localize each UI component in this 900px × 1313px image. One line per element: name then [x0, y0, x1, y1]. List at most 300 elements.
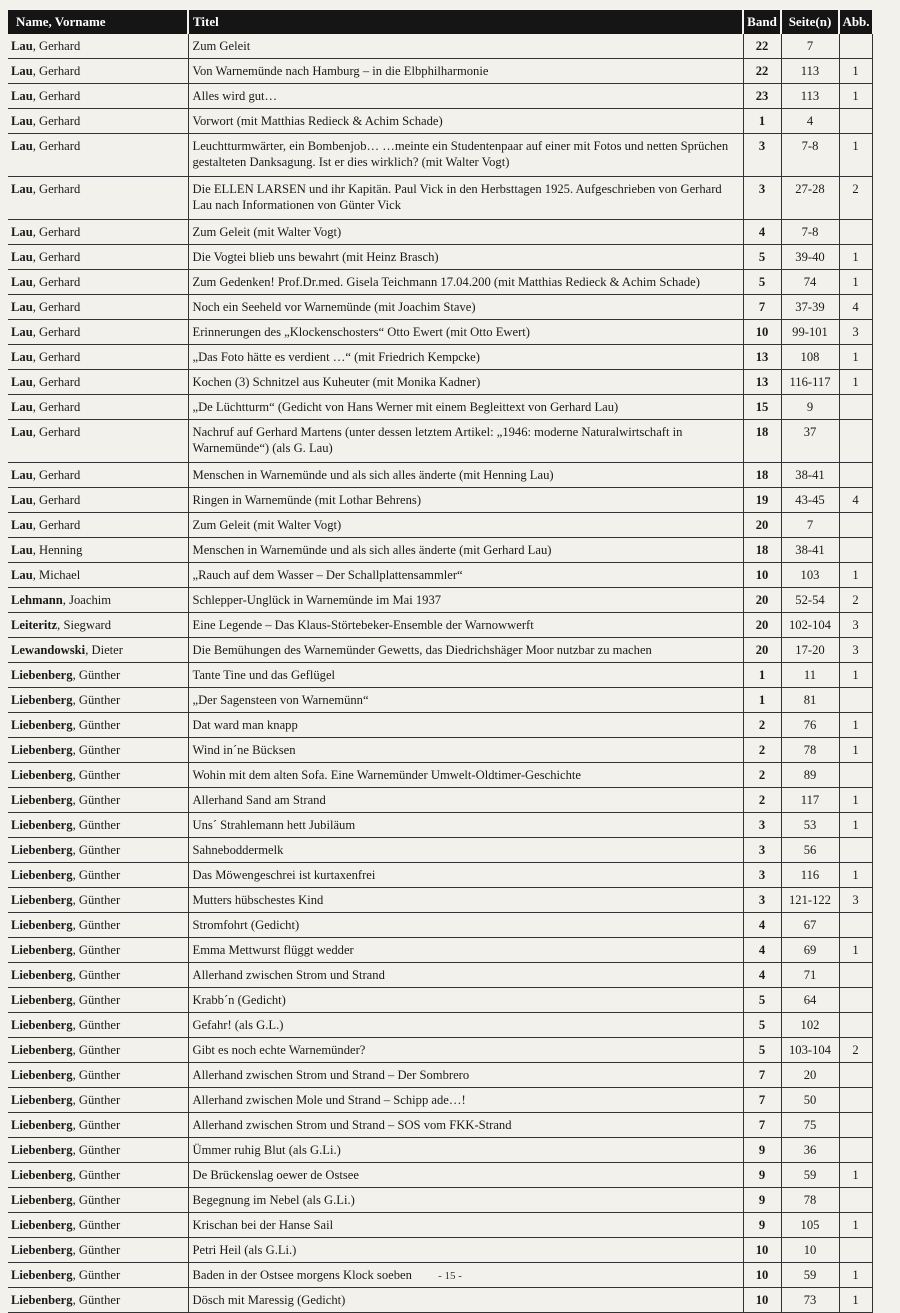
table-row	[8, 988, 872, 1013]
abb-cell	[839, 1013, 872, 1038]
title-cell: Mutters hübschestes Kind	[188, 888, 743, 913]
author-cell	[8, 320, 188, 345]
table-row	[8, 688, 872, 713]
table-row	[8, 1138, 872, 1163]
author-surname: Liebenberg	[11, 1143, 73, 1157]
author-cell	[8, 84, 188, 109]
column-header-title: Titel	[188, 10, 743, 34]
table-row	[8, 513, 872, 538]
table-row	[8, 1013, 872, 1038]
table-row	[8, 177, 872, 220]
title-cell: Die ELLEN LARSEN und ihr Kapitän. Paul Vick in den Herbsttagen 1925. Aufgeschrieben von Gerhard Lau nach Informationen von Günter Vick	[188, 177, 743, 220]
pages-cell: 7	[781, 34, 839, 59]
author-given-name: , Günther	[72, 868, 121, 882]
author-given-name: , Günther	[72, 793, 121, 807]
band-cell: 1	[743, 663, 781, 688]
author-index-table	[8, 10, 873, 1313]
author-given-name: , Günther	[72, 968, 121, 982]
author-surname: Liebenberg	[11, 843, 73, 857]
author-cell	[8, 863, 188, 888]
title-cell: Emma Mettwurst flüggt wedder	[188, 938, 743, 963]
author-given-name: , Günther	[72, 1043, 121, 1057]
author-cell	[8, 1288, 188, 1313]
title-cell: Erinnerungen des „Klockenschosters“ Otto Ewert (mit Otto Ewert)	[188, 320, 743, 345]
band-cell: 4	[743, 938, 781, 963]
abb-cell: 1	[839, 1288, 872, 1313]
table-row	[8, 863, 872, 888]
author-surname: Lau	[11, 300, 33, 314]
pages-cell: 102	[781, 1013, 839, 1038]
title-cell: Petri Heil (als G.Li.)	[188, 1238, 743, 1263]
pages-cell: 50	[781, 1088, 839, 1113]
title-cell: Stromfohrt (Gedicht)	[188, 913, 743, 938]
author-surname: Lau	[11, 375, 33, 389]
band-cell: 10	[743, 1263, 781, 1288]
pages-cell: 73	[781, 1288, 839, 1313]
abb-cell: 3	[839, 320, 872, 345]
author-given-name: , Günther	[72, 1218, 121, 1232]
author-given-name: , Michael	[32, 568, 81, 582]
author-cell	[8, 345, 188, 370]
pages-cell: 116-117	[781, 370, 839, 395]
title-cell: „Der Sagensteen von Warnemünn“	[188, 688, 743, 713]
table-body	[8, 34, 872, 1313]
author-surname: Liebenberg	[11, 668, 73, 682]
band-cell: 5	[743, 1038, 781, 1063]
pages-cell: 113	[781, 84, 839, 109]
author-surname: Lau	[11, 89, 33, 103]
abb-cell	[839, 220, 872, 245]
author-cell	[8, 663, 188, 688]
author-cell	[8, 563, 188, 588]
author-given-name: , Günther	[72, 843, 121, 857]
abb-cell	[839, 963, 872, 988]
pages-cell: 89	[781, 763, 839, 788]
author-given-name: , Joachim	[62, 593, 112, 607]
author-cell	[8, 59, 188, 84]
author-surname: Lau	[11, 39, 33, 53]
title-cell: Krabb´n (Gedicht)	[188, 988, 743, 1013]
author-surname: Lau	[11, 64, 33, 78]
band-cell: 3	[743, 888, 781, 913]
pages-cell: 37-39	[781, 295, 839, 320]
author-cell	[8, 613, 188, 638]
table-row	[8, 370, 872, 395]
author-surname: Lau	[11, 182, 33, 196]
band-cell: 22	[743, 34, 781, 59]
table-row	[8, 1188, 872, 1213]
pages-cell: 71	[781, 963, 839, 988]
title-cell: Baden in der Ostsee morgens Klock soeben	[188, 1263, 743, 1288]
abb-cell: 2	[839, 588, 872, 613]
band-cell: 4	[743, 963, 781, 988]
title-cell: Dösch mit Maressig (Gedicht)	[188, 1288, 743, 1313]
author-surname: Liebenberg	[11, 993, 73, 1007]
author-cell	[8, 838, 188, 863]
author-surname: Lau	[11, 493, 33, 507]
author-given-name: , Günther	[72, 1293, 121, 1307]
table-row	[8, 663, 872, 688]
pages-cell: 53	[781, 813, 839, 838]
table-row	[8, 588, 872, 613]
band-cell: 18	[743, 420, 781, 463]
author-surname: Liebenberg	[11, 768, 73, 782]
pages-cell: 102-104	[781, 613, 839, 638]
abb-cell	[839, 1188, 872, 1213]
author-surname: Liebenberg	[11, 718, 73, 732]
author-cell	[8, 888, 188, 913]
band-cell: 5	[743, 270, 781, 295]
column-header-name: Name, Vorname	[8, 10, 188, 34]
abb-cell: 1	[839, 245, 872, 270]
table-row	[8, 1038, 872, 1063]
table-row	[8, 488, 872, 513]
author-surname: Lau	[11, 400, 33, 414]
pages-cell: 37	[781, 420, 839, 463]
abb-cell: 3	[839, 638, 872, 663]
pages-cell: 105	[781, 1213, 839, 1238]
band-cell: 9	[743, 1213, 781, 1238]
author-surname: Liebenberg	[11, 693, 73, 707]
author-cell	[8, 420, 188, 463]
abb-cell	[839, 463, 872, 488]
table-row	[8, 463, 872, 488]
author-cell	[8, 270, 188, 295]
band-cell: 4	[743, 220, 781, 245]
author-given-name: , Günther	[72, 1268, 121, 1282]
band-cell: 19	[743, 488, 781, 513]
author-surname: Liebenberg	[11, 1293, 73, 1307]
band-cell: 2	[743, 763, 781, 788]
pages-cell: 10	[781, 1238, 839, 1263]
author-cell	[8, 370, 188, 395]
abb-cell: 3	[839, 613, 872, 638]
band-cell: 9	[743, 1163, 781, 1188]
table-row	[8, 938, 872, 963]
title-cell: Allerhand zwischen Strom und Strand	[188, 963, 743, 988]
author-cell	[8, 109, 188, 134]
title-cell: Alles wird gut…	[188, 84, 743, 109]
author-given-name: , Günther	[72, 718, 121, 732]
author-cell	[8, 538, 188, 563]
table-row	[8, 888, 872, 913]
index-page	[8, 10, 872, 1313]
abb-cell	[839, 109, 872, 134]
pages-cell: 59	[781, 1163, 839, 1188]
band-cell: 15	[743, 395, 781, 420]
pages-cell: 38-41	[781, 538, 839, 563]
band-cell: 20	[743, 588, 781, 613]
band-cell: 13	[743, 370, 781, 395]
author-cell	[8, 220, 188, 245]
author-surname: Liebenberg	[11, 868, 73, 882]
table-row	[8, 638, 872, 663]
abb-cell	[839, 1113, 872, 1138]
abb-cell	[839, 1063, 872, 1088]
author-given-name: , Gerhard	[32, 375, 81, 389]
author-cell	[8, 638, 188, 663]
author-given-name: , Günther	[72, 668, 121, 682]
author-cell	[8, 813, 188, 838]
band-cell: 5	[743, 988, 781, 1013]
table-row	[8, 295, 872, 320]
table-row	[8, 1213, 872, 1238]
pages-cell: 64	[781, 988, 839, 1013]
author-cell	[8, 34, 188, 59]
author-surname: Leiteritz	[11, 618, 58, 632]
pages-cell: 17-20	[781, 638, 839, 663]
title-cell: Die Vogtei blieb uns bewahrt (mit Heinz Brasch)	[188, 245, 743, 270]
title-cell: Dat ward man knapp	[188, 713, 743, 738]
author-given-name: , Gerhard	[32, 350, 81, 364]
author-given-name: , Günther	[72, 693, 121, 707]
author-cell	[8, 963, 188, 988]
author-surname: Lau	[11, 275, 33, 289]
author-surname: Lau	[11, 139, 33, 153]
title-cell: „Rauch auf dem Wasser – Der Schallplattensammler“	[188, 563, 743, 588]
title-cell: Zum Geleit (mit Walter Vogt)	[188, 220, 743, 245]
abb-cell: 3	[839, 888, 872, 913]
title-cell: Schlepper-Unglück in Warnemünde im Mai 1937	[188, 588, 743, 613]
author-cell	[8, 738, 188, 763]
title-cell: Wohin mit dem alten Sofa. Eine Warnemünder Umwelt-Oldtimer-Geschichte	[188, 763, 743, 788]
author-surname: Lau	[11, 425, 33, 439]
abb-cell: 1	[839, 134, 872, 177]
abb-cell	[839, 34, 872, 59]
pages-cell: 74	[781, 270, 839, 295]
author-surname: Lau	[11, 114, 33, 128]
band-cell: 3	[743, 838, 781, 863]
abb-cell: 1	[839, 813, 872, 838]
title-cell: „De Lüchtturm“ (Gedicht von Hans Werner mit einem Begleittext von Gerhard Lau)	[188, 395, 743, 420]
author-given-name: , Günther	[72, 1143, 121, 1157]
abb-cell: 1	[839, 59, 872, 84]
band-cell: 5	[743, 1013, 781, 1038]
abb-cell: 2	[839, 177, 872, 220]
abb-cell	[839, 1138, 872, 1163]
table-row	[8, 738, 872, 763]
band-cell: 4	[743, 913, 781, 938]
pages-cell: 69	[781, 938, 839, 963]
author-cell	[8, 788, 188, 813]
abb-cell: 1	[839, 938, 872, 963]
band-cell: 23	[743, 84, 781, 109]
title-cell: Von Warnemünde nach Hamburg – in die Elbphilharmonie	[188, 59, 743, 84]
pages-cell: 7	[781, 513, 839, 538]
pages-cell: 78	[781, 738, 839, 763]
pages-cell: 4	[781, 109, 839, 134]
pages-cell: 67	[781, 913, 839, 938]
author-given-name: , Günther	[72, 943, 121, 957]
author-given-name: , Gerhard	[32, 225, 81, 239]
title-cell: Menschen in Warnemünde und als sich alles änderte (mit Henning Lau)	[188, 463, 743, 488]
band-cell: 20	[743, 513, 781, 538]
abb-cell: 1	[839, 738, 872, 763]
author-given-name: , Gerhard	[32, 468, 81, 482]
abb-cell: 1	[839, 713, 872, 738]
table-row	[8, 1063, 872, 1088]
pages-cell: 78	[781, 1188, 839, 1213]
band-cell: 2	[743, 788, 781, 813]
abb-cell: 1	[839, 1213, 872, 1238]
band-cell: 3	[743, 863, 781, 888]
author-given-name: , Günther	[72, 1018, 121, 1032]
title-cell: Allerhand zwischen Strom und Strand – SOS vom FKK-Strand	[188, 1113, 743, 1138]
author-cell	[8, 1088, 188, 1113]
column-header-band: Band	[743, 10, 781, 34]
table-row	[8, 220, 872, 245]
title-cell: Zum Gedenken! Prof.Dr.med. Gisela Teichmann 17.04.200 (mit Matthias Redieck & Achim Schade)	[188, 270, 743, 295]
abb-cell: 1	[839, 1263, 872, 1288]
title-cell: Zum Geleit	[188, 34, 743, 59]
pages-cell: 108	[781, 345, 839, 370]
author-cell	[8, 588, 188, 613]
pages-cell: 11	[781, 663, 839, 688]
title-cell: Krischan bei der Hanse Sail	[188, 1213, 743, 1238]
author-given-name: , Dieter	[85, 643, 123, 657]
pages-cell: 7-8	[781, 220, 839, 245]
author-cell	[8, 988, 188, 1013]
abb-cell: 1	[839, 345, 872, 370]
author-cell	[8, 1188, 188, 1213]
pages-cell: 56	[781, 838, 839, 863]
author-surname: Liebenberg	[11, 1268, 73, 1282]
author-surname: Liebenberg	[11, 893, 73, 907]
pages-cell: 81	[781, 688, 839, 713]
title-cell: Begegnung im Nebel (als G.Li.)	[188, 1188, 743, 1213]
author-given-name: , Günther	[72, 818, 121, 832]
title-cell: Vorwort (mit Matthias Redieck & Achim Schade)	[188, 109, 743, 134]
table-row	[8, 320, 872, 345]
band-cell: 3	[743, 813, 781, 838]
author-cell	[8, 1163, 188, 1188]
author-given-name: , Gerhard	[32, 39, 81, 53]
author-given-name: , Gerhard	[32, 493, 81, 507]
author-surname: Lau	[11, 518, 33, 532]
author-given-name: , Günther	[72, 918, 121, 932]
author-cell	[8, 1113, 188, 1138]
pages-cell: 39-40	[781, 245, 839, 270]
abb-cell: 1	[839, 563, 872, 588]
author-given-name: , Gerhard	[32, 182, 81, 196]
author-cell	[8, 1038, 188, 1063]
author-surname: Liebenberg	[11, 1193, 73, 1207]
author-surname: Lewandowski	[11, 643, 86, 657]
abb-cell	[839, 513, 872, 538]
band-cell: 9	[743, 1138, 781, 1163]
author-cell	[8, 245, 188, 270]
author-surname: Liebenberg	[11, 1093, 73, 1107]
abb-cell	[839, 1238, 872, 1263]
title-cell: Gefahr! (als G.L.)	[188, 1013, 743, 1038]
author-given-name: , Gerhard	[32, 139, 81, 153]
pages-cell: 9	[781, 395, 839, 420]
table-row	[8, 420, 872, 463]
author-given-name: , Gerhard	[32, 114, 81, 128]
author-cell	[8, 913, 188, 938]
band-cell: 7	[743, 1063, 781, 1088]
column-header-abb: Abb.	[839, 10, 872, 34]
author-surname: Liebenberg	[11, 1118, 73, 1132]
pages-cell: 36	[781, 1138, 839, 1163]
column-header-pages: Seite(n)	[781, 10, 839, 34]
band-cell: 20	[743, 638, 781, 663]
pages-cell: 76	[781, 713, 839, 738]
table-row	[8, 813, 872, 838]
title-cell: Ümmer ruhig Blut (als G.Li.)	[188, 1138, 743, 1163]
author-cell	[8, 713, 188, 738]
author-surname: Liebenberg	[11, 943, 73, 957]
pages-cell: 116	[781, 863, 839, 888]
author-cell	[8, 763, 188, 788]
table-row	[8, 270, 872, 295]
author-given-name: , Günther	[72, 1193, 121, 1207]
pages-cell: 99-101	[781, 320, 839, 345]
table-row	[8, 1088, 872, 1113]
abb-cell: 1	[839, 1163, 872, 1188]
title-cell: Wind in´ne Bücksen	[188, 738, 743, 763]
author-surname: Liebenberg	[11, 1218, 73, 1232]
author-surname: Lau	[11, 350, 33, 364]
author-given-name: , Günther	[72, 743, 121, 757]
abb-cell: 1	[839, 84, 872, 109]
table-row	[8, 245, 872, 270]
abb-cell	[839, 763, 872, 788]
author-cell	[8, 488, 188, 513]
abb-cell	[839, 988, 872, 1013]
author-surname: Lau	[11, 250, 33, 264]
title-cell: Sahneboddermelk	[188, 838, 743, 863]
author-surname: Liebenberg	[11, 1018, 73, 1032]
table-row	[8, 563, 872, 588]
author-surname: Lau	[11, 543, 33, 557]
abb-cell: 2	[839, 1038, 872, 1063]
band-cell: 18	[743, 463, 781, 488]
author-given-name: , Günther	[72, 993, 121, 1007]
title-cell: Zum Geleit (mit Walter Vogt)	[188, 513, 743, 538]
title-cell: Die Bemühungen des Warnemünder Gewetts, das Diedrichshäger Moor nutzbar zu machen	[188, 638, 743, 663]
title-cell: Ringen in Warnemünde (mit Lothar Behrens)	[188, 488, 743, 513]
author-cell	[8, 463, 188, 488]
abb-cell	[839, 688, 872, 713]
author-surname: Lau	[11, 568, 33, 582]
band-cell: 9	[743, 1188, 781, 1213]
author-cell	[8, 1238, 188, 1263]
title-cell: Das Möwengeschrei ist kurtaxenfrei	[188, 863, 743, 888]
title-cell: Menschen in Warnemünde und als sich alles änderte (mit Gerhard Lau)	[188, 538, 743, 563]
title-cell: Uns´ Strahlemann hett Jubiläum	[188, 813, 743, 838]
pages-cell: 38-41	[781, 463, 839, 488]
header-row	[8, 10, 872, 34]
pages-cell: 20	[781, 1063, 839, 1088]
author-given-name: , Gerhard	[32, 425, 81, 439]
pages-cell: 121-122	[781, 888, 839, 913]
abb-cell	[839, 913, 872, 938]
table-row	[8, 788, 872, 813]
band-cell: 5	[743, 245, 781, 270]
author-cell	[8, 295, 188, 320]
band-cell: 7	[743, 295, 781, 320]
band-cell: 20	[743, 613, 781, 638]
table-row	[8, 59, 872, 84]
table-row	[8, 134, 872, 177]
pages-cell: 52-54	[781, 588, 839, 613]
title-cell: Allerhand Sand am Strand	[188, 788, 743, 813]
author-given-name: , Siegward	[57, 618, 112, 632]
author-given-name: , Gerhard	[32, 325, 81, 339]
title-cell: De Brückenslag oewer de Ostsee	[188, 1163, 743, 1188]
title-cell: Gibt es noch echte Warnemünder?	[188, 1038, 743, 1063]
